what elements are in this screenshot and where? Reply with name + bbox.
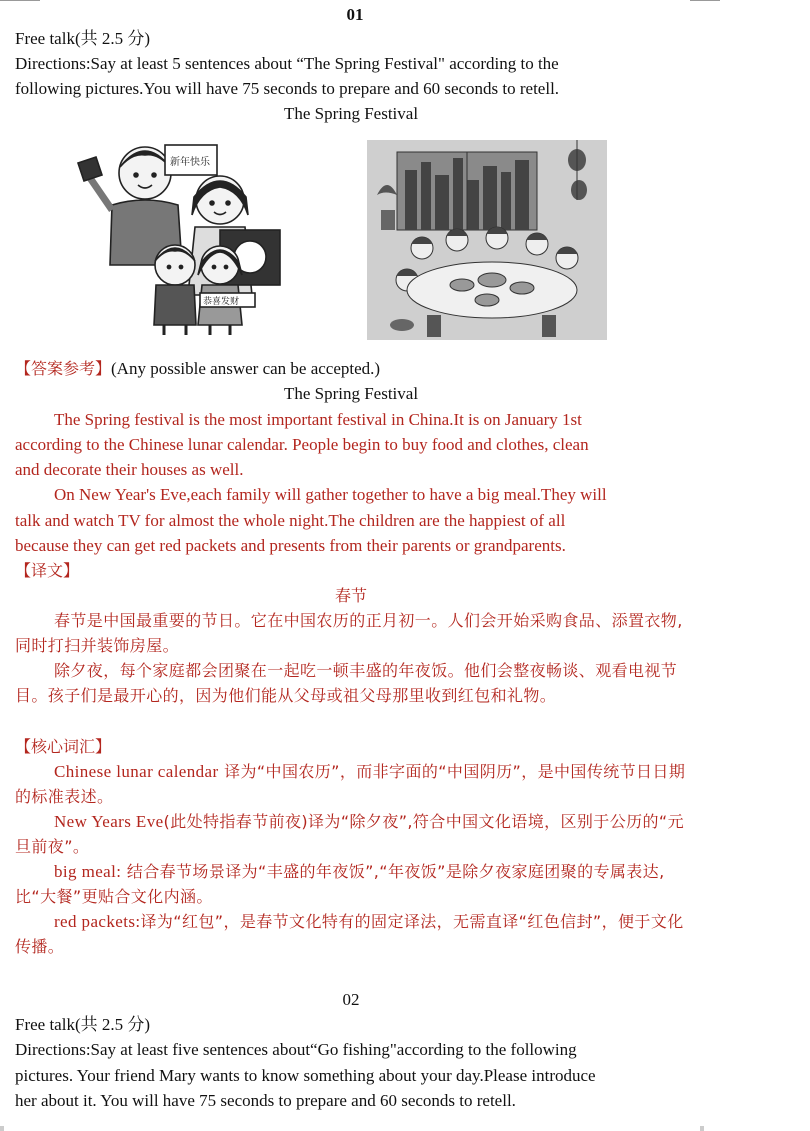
- answer-line: talk and watch TV for almost the whole night.The children are the happiest of all: [15, 511, 566, 530]
- translation-title: 春节: [334, 586, 367, 605]
- vocab-explanation: 译为“中国农历”，而非字面的“中国阴历”，是中国传统节日日期的标准表述。: [15, 762, 686, 806]
- vocab-term: Chinese lunar calendar: [54, 762, 219, 781]
- section-number: 02: [342, 990, 360, 1009]
- vocab-item: [15, 859, 687, 909]
- scan-edge-right: [690, 0, 720, 1]
- section-number: 01: [346, 5, 364, 24]
- vocab-item: [15, 759, 687, 809]
- answer-line: according to the Chinese lunar calendar. People begin to buy food and clothes, clean: [15, 435, 589, 454]
- answer-line: and decorate their houses as well.: [15, 460, 244, 479]
- vocab-explanation: (此处特指春节前夜)译为“除夕夜”,符合中国文化语境，区别于公历的“元旦前夜”。: [15, 812, 684, 856]
- answer-line: The Spring festival is the most important festival in China.It is on January 1st: [54, 410, 582, 429]
- vocab-item: [15, 809, 687, 859]
- directions-line: her about it. You will have 75 seconds to prepare and 60 seconds to retell.: [15, 1091, 516, 1110]
- answer-heading: [15, 356, 380, 381]
- scan-corner-mark: [0, 1126, 4, 1131]
- couplet-text: 新年快乐: [170, 157, 210, 168]
- answer-title: The Spring Festival: [283, 384, 419, 403]
- reunion-dinner-illustration: [367, 140, 607, 340]
- vocab-term: red packets:: [54, 912, 141, 931]
- directions-line: Directions:Say at least 5 sentences about “The Spring Festival" according to the: [15, 54, 559, 73]
- vocab-item: [15, 909, 687, 959]
- family-illustration: [70, 135, 295, 340]
- translation-paragraph: 春节是中国最重要的节日。它在中国农历的正月初一。人们会开始采购食品、添置衣物,同时打扫并装饰房屋。: [15, 611, 683, 655]
- translation-tag: 【译文】: [15, 561, 80, 580]
- vocab-term: big meal:: [54, 862, 122, 881]
- answer-note: (Any possible answer can be accepted.): [111, 359, 381, 378]
- scan-corner-mark: [700, 1126, 704, 1131]
- answer-tag: 【答案参考】: [15, 359, 112, 378]
- answer-line: On New Year's Eve,each family will gather together to have a big meal.They will: [54, 485, 607, 504]
- answer-line: because they can get red packets and presents from their parents or grandparents.: [15, 536, 566, 555]
- scan-edge-left: [0, 0, 40, 1]
- picture-title: The Spring Festival: [283, 104, 419, 123]
- section-heading: Free talk(共 2.5 分): [15, 1015, 151, 1034]
- banner-text: 恭喜发财: [203, 297, 240, 307]
- vocab-explanation: 结合春节场景译为“丰盛的年夜饭”,“年夜饭”是除夕夜家庭团聚的专属表达,比“大餐”更贴合文化内涵。: [15, 862, 665, 906]
- translation-paragraph: 除夕夜，每个家庭都会团聚在一起吃一顿丰盛的年夜饭。他们会整夜畅谈、观看电视节目。孩子们是最开心的，因为他们能从父母或祖父母那里收到红包和礼物。: [15, 661, 678, 705]
- vocab-explanation: 译为“红包”，是春节文化特有的固定译法，无需直译“红色信封”，便于文化传播。: [15, 912, 684, 956]
- vocab-tag: 【核心词汇】: [15, 737, 112, 756]
- directions-line: pictures. Your friend Mary wants to know something about your day.Please introduce: [15, 1066, 596, 1085]
- section-heading: Free talk(共 2.5 分): [15, 29, 151, 48]
- directions-line: Directions:Say at least five sentences about“Go fishing"according to the following: [15, 1040, 577, 1059]
- vocab-term: New Years Eve: [54, 812, 164, 831]
- directions-line: following pictures.You will have 75 seconds to prepare and 60 seconds to retell.: [15, 79, 560, 98]
